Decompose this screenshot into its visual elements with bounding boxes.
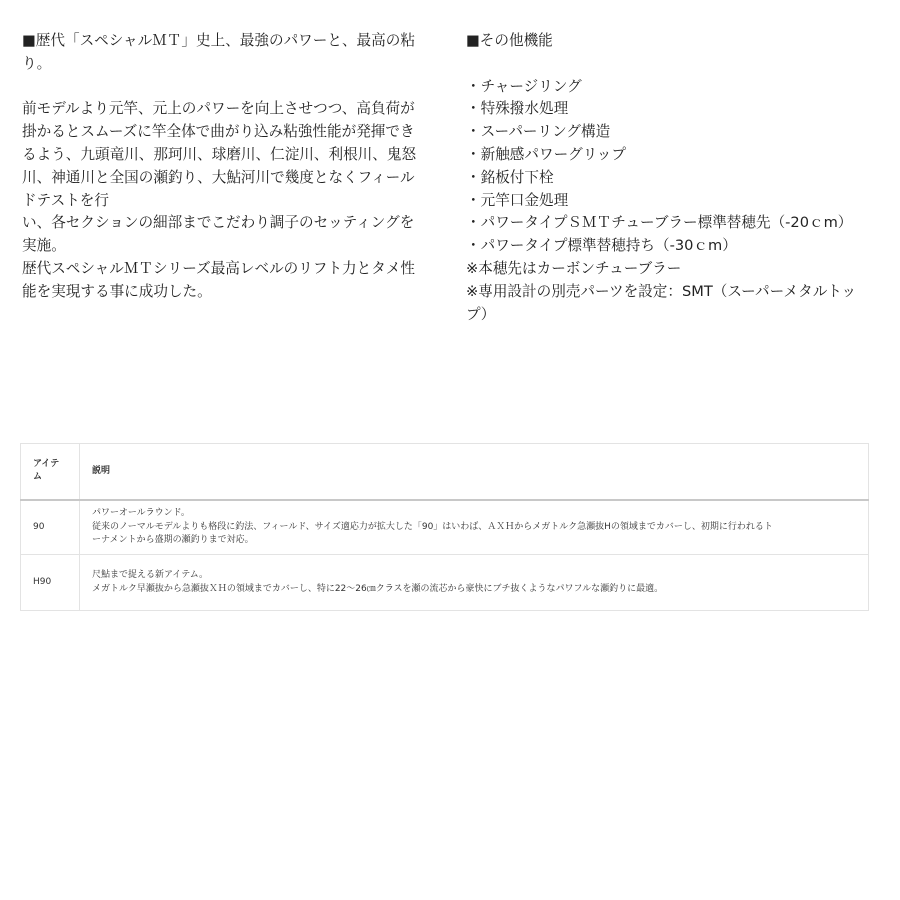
intro-heading-line: り。 [22,54,52,72]
feature-item: ・元竿口金処理 [466,191,569,209]
intro-body-line: 川、神通川と全国の瀬釣り、大鮎河川で幾度となくフィール [22,168,415,186]
feature-item: ※専用設計の別売パーツを設定：SMT（スーパーメタルトッ [466,282,857,300]
description-line: ーナメントから盛期の瀬釣りまで対応。 [92,535,254,545]
item-cell: 90 [21,500,80,555]
intro-body [22,98,434,303]
intro-heading [22,30,434,76]
intro-body-line: 前モデルより元竿、元上のパワーを向上させつつ、高負荷が [22,100,415,118]
intro-body-line: 実施。 [22,237,66,255]
intro-body-line: 掛かるとスムーズに竿全体で曲がり込み粘強性能が発揮でき [22,123,415,141]
column-header-item-line: ム [33,472,43,483]
intro-heading-line: ■歴代「スペシャルＭＴ」史上、最強のパワーと、最高の粘 [22,32,415,49]
column-header-description: 説明 [80,444,869,500]
table-row [21,500,869,555]
description-line: パワーオールラウンド。 [92,508,190,518]
spec-table [20,443,869,611]
feature-item: ・新触感パワーグリップ [466,145,626,163]
table-header-row [21,444,869,500]
intro-body-line: い、各セクションの細部までこだわり調子のセッティングを [22,214,415,232]
description-cell [80,500,869,555]
features-heading: ■その他機能 [466,32,553,49]
item-cell: H90 [21,555,80,611]
intro-body-line: 歴代スペシャルＭＴシリーズ最高レベルのリフト力とタメ性 [22,259,416,277]
intro-body-line: るよう、九頭竜川、那珂川、球磨川、仁淀川、利根川、鬼怒 [22,145,417,163]
feature-item: ・パワータイプＳＭＴチューブラー標準替穂先（-20ｃm） [466,214,853,232]
feature-item: プ） [466,305,496,323]
table-row [21,555,869,611]
spacer [466,53,878,76]
description-cell [80,555,869,611]
column-header-item [21,444,80,500]
feature-item: ・銘板付下栓 [466,168,554,186]
description-line: メガトルク早瀬抜から急瀬抜ＸＨの領域までカバーし、特に22～26㎝クラスを瀬の流芯から豪快にブチ抜くようなパワフルな瀬釣りに最適。 [92,583,664,594]
feature-item: ・特殊撥水処理 [466,100,569,118]
product-description [22,30,434,304]
intro-body-line: ドテストを行 [22,191,109,209]
intro-body-line: 能を実現する事に成功した。 [22,282,212,300]
features-list [466,30,878,326]
description-line: 尺鮎まで捉える新アイテム。 [92,570,209,580]
spacer [22,76,434,99]
feature-item: ・チャージリング [466,77,582,95]
feature-item: ・スーパーリング構造 [466,123,611,141]
feature-item: ※本穂先はカーボンチューブラー [466,259,682,277]
feature-item: ・パワータイプ標準替穂持ち（-30ｃm） [466,237,737,255]
column-header-item-line: アイテ [33,459,60,470]
features-items [466,76,878,327]
description-line: 従来のノーマルモデルよりも格段に釣法、フィールド、サイズ適応力が拡大した「90」はいわば、ＡＸＨからメガトルク急瀬抜Hの領域までカバーし、初期に行われるト [92,521,773,532]
